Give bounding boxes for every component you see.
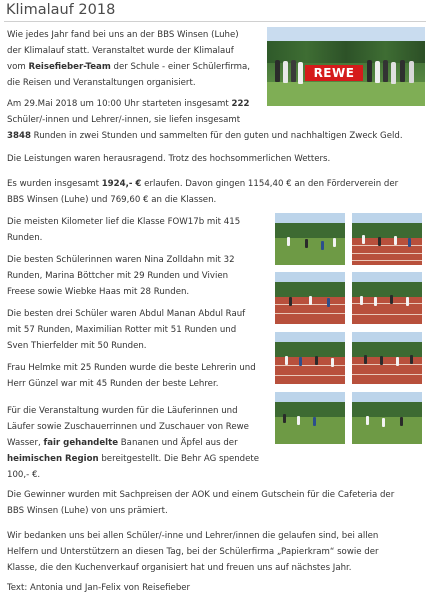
text-line: Sven Thierfelder mit 50 Runden. [7,341,147,351]
text-line: Frau Helmke mit 25 Runden wurde die beste Lehrerin und [7,363,256,373]
run-photo-6[interactable] [352,332,422,384]
text-line: Freese sowie Wiebke Haas mit 28 Runden. [7,287,190,297]
text-line: Runden. [7,233,43,243]
author-credit: Text: Antonia und Jan-Felix von Reisefieber [7,583,191,593]
money-paragraph [7,176,398,208]
run-photo-2[interactable] [352,213,422,265]
photo-person [283,61,288,83]
text-line: Herr Günzel war mit 45 Runden der beste Lehrer. [7,379,219,389]
female-students-paragraph [7,252,235,300]
photo-person [400,60,405,82]
page-title: Klimalauf 2018 [6,2,116,18]
fair-trade-highlight: fair gehandelte [43,438,119,448]
run-photo-4[interactable] [352,272,422,324]
text-line: heimischen Region bereitgestellt. Die Behr AG spendete [7,454,260,464]
text-line: Wasser, fair gehandelte Bananen und Äpfel aus der [7,438,238,448]
text-line: der Klimalauf statt. Veranstaltet wurde der Klimalauf [7,46,234,56]
region-highlight: heimischen Region [7,454,99,464]
photo-person [298,62,303,84]
class-paragraph [7,214,240,246]
photo-person [291,60,296,82]
photo-person [409,61,414,83]
photo-person [375,61,380,83]
text-line: Die Leistungen waren herausragend. Trotz des hochsommerlichen Wetters. [7,154,331,164]
text-line: die Reisen und Veranstaltungen organisiert. [7,78,196,88]
text-line: Am 29.Mai 2018 um 10:00 Uhr starteten insgesamt 222 [7,99,250,109]
thanks-paragraph [7,528,379,576]
rewe-sign: REWE [305,65,363,81]
rounds-count: 3848 [7,131,31,141]
text-line: Es wurden insgesamt 1924,- € erlaufen. Davon gingen 1154,40 € an den Förderverein der [7,179,399,189]
total-amount: 1924,- € [101,179,142,189]
run-photo-3[interactable] [275,272,345,324]
run-photo-1[interactable] [275,213,345,265]
photo-person [367,60,372,82]
text-line: Wir bedanken uns bei allen Schüler/-inne und Lehrer/innen die gelaufen sind, bei allen [7,531,379,541]
text-line: Läufer sowie Zuschauerrinnen und Zuschauer von Rewe [7,422,249,432]
reisefieber-team-highlight: Reisefieber-Team [28,62,111,72]
run-photo-5[interactable] [275,332,345,384]
page-header [4,0,426,22]
text-line: BBS Winsen (Luhe) und 769,60 € an die Klassen. [7,195,217,205]
text-line: 100,- €. [7,470,41,480]
text-line: mit 57 Runden, Maximilian Rotter mit 51 Runden und [7,325,237,335]
performance-paragraph [7,151,330,167]
credit-paragraph [7,580,190,596]
text-line: vom Reisefieber-Team der Schule - einer Schülerfirma, [7,62,250,72]
text-line: Runden, Marina Böttcher mit 29 Runden und Vivien [7,271,229,281]
participants-count: 222 [231,99,250,109]
photo-person [275,60,280,82]
run-photo-7[interactable] [275,392,345,444]
male-students-paragraph [7,306,245,354]
text-line: Für die Veranstaltung wurden für die Läuferinnen und [7,406,238,416]
text-line: Die meisten Kilometer lief die Klasse FOW17b mit 415 [7,217,241,227]
photo-person [383,60,388,82]
text-line: Die besten Schülerinnen waren Nina Zolldahn mit 32 [7,255,235,265]
text-line: Helfern und Unterstützern an diesen Tag, bei der Schülerfirma „Papierkram“ sowie der [7,547,379,557]
text-line: BBS Winsen (Luhe) von uns prämiert. [7,506,168,516]
text-line: Klasse, die den Kuchenverkauf organisiert hat und freuen uns auf nächstes Jahr. [7,563,352,573]
text-line: Die Gewinner wurden mit Sachpreisen der AOK und einem Gutschein für die Cafeteria der [7,490,395,500]
text-line: Die besten drei Schüler waren Abdul Manan Abdul Rauf [7,309,246,319]
run-photo-8[interactable] [352,392,422,444]
sponsors-paragraph [7,403,259,483]
text-line: Schüler/-innen und Lehrer/-innen, sie liefen insgesamt [7,115,241,125]
teachers-paragraph [7,360,256,392]
text-line: Wie jedes Jahr fand bei uns an der BBS Winsen (Luhe) [7,30,239,40]
start-paragraph [7,96,403,144]
rewe-banner-photo[interactable] [267,27,425,106]
text-line: 3848 Runden in zwei Stunden und sammelten für den guten und nachhaltigen Zweck Geld. [7,131,403,141]
photo-person [391,62,396,84]
winners-paragraph [7,487,394,519]
intro-paragraph [7,27,250,91]
